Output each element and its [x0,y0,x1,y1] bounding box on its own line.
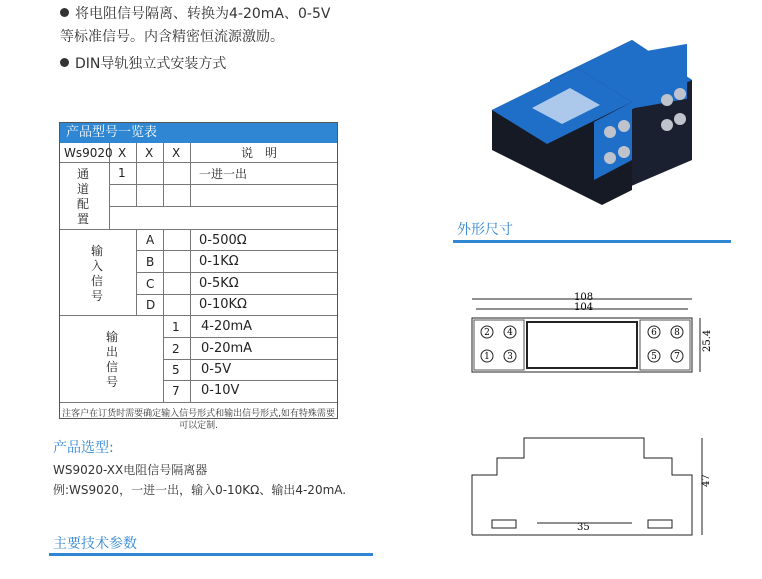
tech-params-title: 主要技术参数 [53,536,137,552]
dim-35: 35 [577,522,590,533]
output-desc-cell [191,338,337,360]
output-desc: 4-20mA [201,319,253,334]
output-code-cell [164,381,191,403]
terminal-label: 1 [484,352,490,362]
terminal-label: 3 [507,352,513,362]
output-desc: 0-20mA [201,341,253,356]
table-grid [60,143,337,431]
empty-cell [164,230,191,251]
empty-cell [191,185,337,207]
output-desc: 0-10V [201,383,240,398]
empty-cell [164,273,191,295]
input-desc-cell [191,273,337,295]
output-code: 1 [172,320,180,334]
terminal-screw-icon [674,88,686,100]
output-group-label: 输出信号 [105,330,118,389]
terminal-label: 5 [651,352,657,362]
input-desc: 0-500Ω [199,233,247,248]
rail-clip-left [492,520,516,528]
output-code: 7 [172,384,180,398]
x-mark: X [172,146,181,160]
output-desc-cell [191,381,337,403]
output-code: 2 [172,342,180,356]
channel-code-cell [110,163,137,185]
dimension-drawing [462,280,722,545]
empty-cell [164,185,191,207]
terminal-screw-icon [618,120,630,132]
dim-108: 108 [574,292,594,303]
product-photo [482,40,710,210]
input-code: A [146,233,155,247]
selection-title: 产品选型: [53,440,114,456]
empty-cell [164,163,191,185]
channel-desc: 一进一出 [199,167,248,181]
table-title: 产品型号一览表 [60,123,337,143]
product-model-table [59,122,338,431]
rail-clip-right [648,520,672,528]
terminal-label: 4 [507,328,513,338]
model-cell [60,143,113,163]
output-code: 5 [172,363,180,377]
feature-bullet-1: 将电阻信号隔离、转换为4-20mA、0-5V [60,4,330,24]
output-desc-cell [191,360,337,381]
empty-cell [137,163,164,185]
x-cell-1 [110,143,137,163]
input-code-cell [137,251,164,273]
terminal-label: 8 [674,328,680,338]
terminal-label: 2 [484,328,490,338]
x-mark: X [118,146,127,160]
x-cell-2 [137,143,164,163]
feature-bullet-1-line2: 等标准信号。内含精密恒流源激励。 [60,29,284,45]
input-desc-cell [191,230,337,251]
output-group-label-cell [60,316,164,403]
empty-cell [137,185,164,207]
input-code: D [146,298,156,312]
selection-line-1: WS9020-XX电阻信号隔离器 [53,463,208,477]
bullet-dot-icon [60,8,69,17]
tech-params-rule [49,553,373,556]
input-group-label-cell [60,230,137,316]
output-desc-cell [191,316,337,338]
terminal-screw-icon [618,146,630,158]
x-mark: X [145,146,154,160]
input-code-cell [137,295,164,316]
top-view-window [527,322,637,368]
model-label: Ws9020 [64,146,113,160]
selection-line-2: 例:WS9020，一进一出，输入0-10KΩ、输出4-20mA. [53,483,347,497]
bullet-dot-icon [60,58,69,67]
desc-header-cell [191,143,337,163]
empty-cell [110,207,337,230]
dimensions-title: 外形尺寸 [457,222,513,238]
input-desc: 0-10KΩ [199,297,247,312]
input-desc-cell [191,251,337,273]
output-desc: 0-5V [201,362,232,377]
channel-group-label: 通道配置 [76,167,89,226]
input-desc: 0-5KΩ [199,276,239,291]
dim-104: 104 [574,302,594,313]
dimensions-rule [453,240,731,243]
terminal-label: 6 [651,328,657,338]
channel-code: 1 [118,166,126,180]
input-code-cell [137,273,164,295]
terminal-screw-icon [604,152,616,164]
input-group-label: 输入信号 [90,244,103,303]
terminal-screw-icon [661,94,673,106]
output-code-cell [164,360,191,381]
empty-cell [164,295,191,316]
x-cell-3 [164,143,191,163]
desc-header: 说 明 [241,146,278,160]
output-code-cell [164,316,191,338]
dim-47: 47 [701,474,712,487]
channel-group-label-cell [60,163,110,230]
feature-bullet-2: DIN导轨独立式安装方式 [60,54,226,74]
table-note: 注客户在订货时需要确定输入信号形式和输出信号形式,如有特殊需要可以定制. [62,409,335,431]
dim-25-4: 25.4 [702,329,713,352]
input-code: C [146,277,155,291]
channel-desc-cell [191,163,337,185]
empty-cell [164,251,191,273]
terminal-screw-icon [661,119,673,131]
input-code: B [146,255,155,269]
input-desc: 0-1KΩ [199,254,239,269]
input-desc-cell [191,295,337,316]
empty-cell [110,185,137,207]
input-code-cell [137,230,164,251]
output-code-cell [164,338,191,360]
terminal-label: 7 [674,352,680,362]
terminal-screw-icon [604,126,616,138]
terminal-screw-icon [674,113,686,125]
